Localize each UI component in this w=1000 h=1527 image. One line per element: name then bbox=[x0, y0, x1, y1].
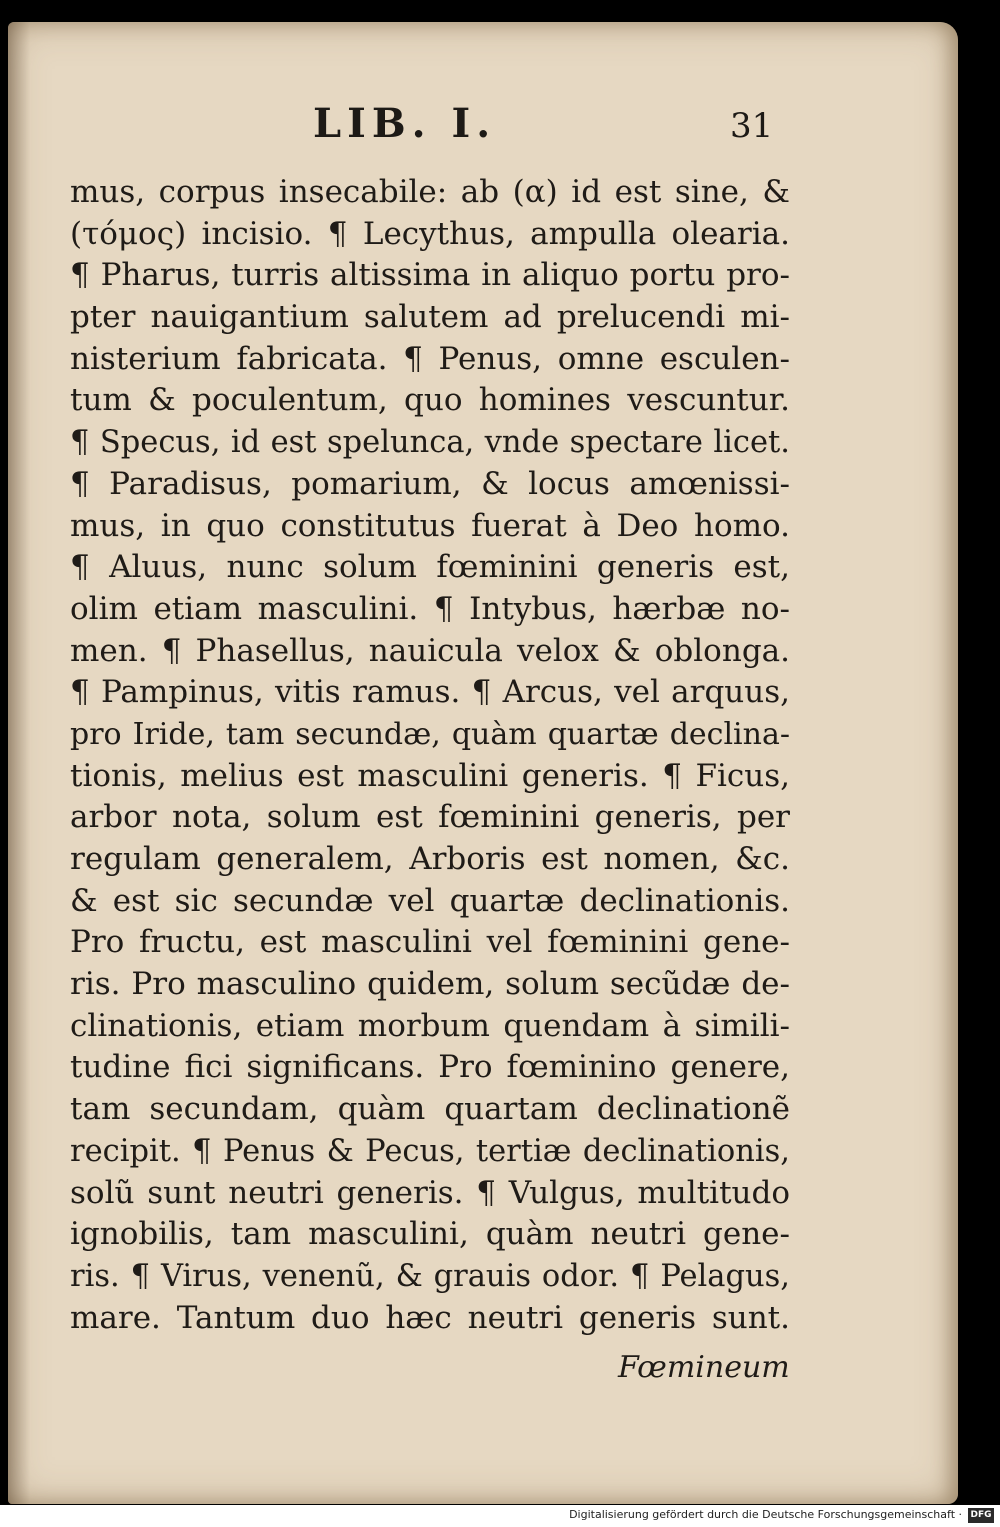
text-line: ris. ¶ Virus, venenũ, & grauis odor. ¶ Pelagus, bbox=[70, 1258, 790, 1294]
book-page bbox=[8, 22, 958, 1504]
text-line: tum & poculentum, quo homines vescuntur. bbox=[70, 382, 790, 419]
text-line: tudine fici significans. Pro fœminino genere, bbox=[70, 1049, 790, 1086]
text-line: ¶ Paradisus, pomarium, & locus amœnissi- bbox=[70, 465, 790, 502]
text-line: ignobilis, tam masculini, quàm neutri gene- bbox=[70, 1216, 790, 1253]
text-line: ¶ Aluus, nunc solum fœminini generis est, bbox=[70, 549, 790, 586]
text-line: pter nauigantium salutem ad prelucendi mi- bbox=[70, 299, 790, 336]
running-title: LIB. I. bbox=[313, 100, 497, 147]
text-line: mare. Tantum duo hæc neutri generis sunt. bbox=[70, 1299, 790, 1336]
text-line: tionis, melius est masculini generis. ¶ Ficus, bbox=[70, 757, 790, 794]
text-line: arbor nota, solum est fœminini generis, per bbox=[70, 799, 790, 836]
text-line: pro Iride, tam secundæ, quàm quartæ declina- bbox=[70, 716, 790, 752]
text-line: mus, corpus insecabile: ab (α) id est sine, & bbox=[70, 174, 790, 210]
text-line: ¶ Specus, id est spelunca, vnde spectare licet. bbox=[70, 425, 790, 461]
text-line: nisterium fabricata. ¶ Penus, omne esculen- bbox=[70, 340, 790, 377]
text-line: ¶ Pharus, turris altissima in aliquo portu pro- bbox=[70, 257, 790, 294]
text-line: clinationis, etiam morbum quendam à simili- bbox=[70, 1007, 790, 1044]
text-line: ¶ Pampinus, vitis ramus. ¶ Arcus, vel arquus, bbox=[70, 674, 790, 711]
page-number: 31 bbox=[730, 106, 774, 146]
funding-credit: Digitalisierung gefördert durch die Deutsche Forschungsgemeinschaft · bbox=[569, 1508, 962, 1521]
footer-strip bbox=[0, 1505, 1000, 1527]
text-line: solũ sunt neutri generis. ¶ Vulgus, multitudo bbox=[70, 1174, 790, 1211]
text-line: Pro fructu, est masculini vel fœminini gene- bbox=[70, 924, 790, 961]
text-line: olim etiam masculini. ¶ Intybus, hærbæ no- bbox=[70, 590, 790, 627]
text-line: ris. Pro masculino quidem, solum secũdæ de- bbox=[70, 966, 790, 1003]
catchword: Fœmineum bbox=[618, 1350, 790, 1385]
text-line: (τόμος) incisio. ¶ Lecythus, ampulla olearia. bbox=[70, 215, 790, 252]
text-block bbox=[70, 172, 790, 1339]
text-line: tam secundam, quàm quartam declinationẽ bbox=[70, 1091, 790, 1128]
running-head bbox=[8, 100, 958, 160]
text-line: mus, in quo constitutus fuerat à Deo homo. bbox=[70, 507, 790, 544]
dfg-logo-icon: DFG bbox=[968, 1508, 994, 1523]
text-line: recipit. ¶ Penus & Pecus, tertiæ declinationis, bbox=[70, 1133, 790, 1169]
text-line: men. ¶ Phasellus, nauicula velox & oblonga. bbox=[70, 632, 790, 669]
text-line: & est sic secundæ vel quartæ declinationis. bbox=[70, 882, 790, 919]
text-line: regulam generalem, Arboris est nomen, &c. bbox=[70, 841, 790, 877]
